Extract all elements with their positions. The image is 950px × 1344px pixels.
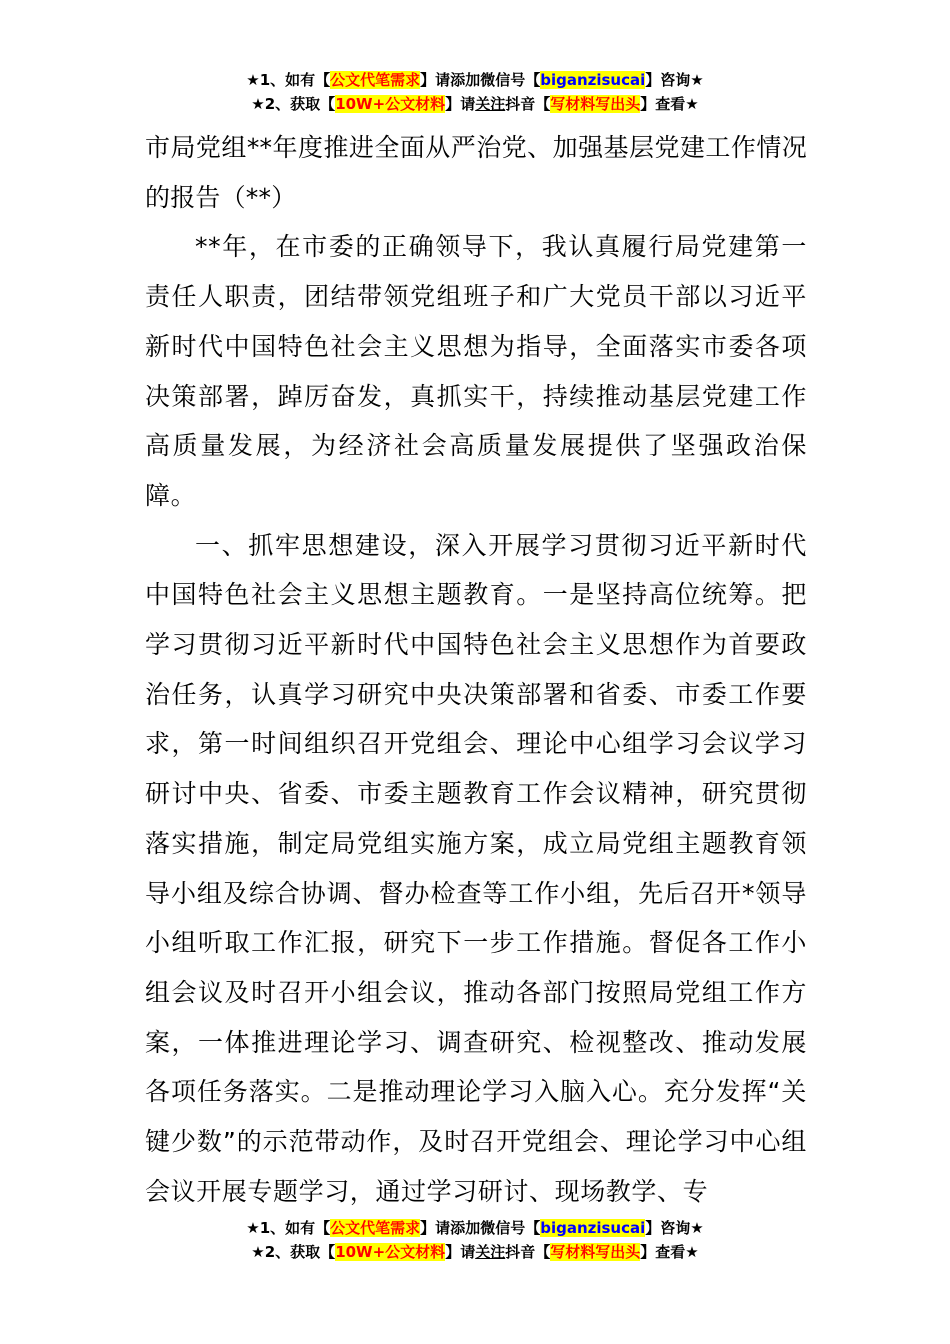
- banner-line1-suffix: 】咨询★: [645, 71, 704, 89]
- header-banner: [0, 68, 950, 116]
- footer-line1-mid1: 】请添: [420, 1219, 466, 1237]
- footer-line2-suffix: 】查看★: [640, 1243, 699, 1261]
- footer-line2-highlight-douyin: 写材料写出头: [550, 1243, 641, 1261]
- footer-line1-mid2: 微信号【: [480, 1219, 541, 1237]
- banner-line1-highlight-wechat: biganzisucai: [540, 71, 646, 89]
- banner-line2-mid2: 抖音【: [505, 95, 551, 113]
- banner-line1-emph: 加: [465, 71, 481, 89]
- paragraph-intro: **年，在市委的正确领导下，我认真履行局党建第一责任人职责，团结带领党组班子和广大党员干部以习近平新时代中国特色社会主义思想为指导，全面落实市委各项决策部署，踔厉奋发，真抓实干，持续推动基层党建工作高质量发展，为经济社会高质量发展提供了坚强政治保障。: [145, 232, 807, 510]
- banner-line2-highlight-douyin: 写材料写出头: [550, 95, 641, 113]
- footer-line2-prefix: ★2、获取【: [251, 1243, 336, 1261]
- banner-line2-prefix: ★2、获取【: [251, 95, 336, 113]
- paragraph-section-1: 一、抓牢思想建设，深入开展学习贯彻习近平新时代中国特色社会主义思想主题教育。一是坚持高位统筹。把学习贯彻习近平新时代中国特色社会主义思想作为首要政治任务，认真学习研究中央决策部署和省委、市委工作要求，第一时间组织召开党组会、理论中心组学习会议学习研讨中央、省委、市委主题教育工作会议精神，研究贯彻落实措施，制定局党组实施方案，成立局党组主题教育领导小组及综合协调、督办检查等工作小组，先后召开*领导小组听取工作汇报，研究下一步工作措施。督促各工作小组会议及时召开小组会议，推动各部门按照局党组工作方案，一体推进理论学习、调查研究、检视整改、推动发展各项任务落实。二是推动理论学习入脑入心。充分发挥“关键少数”的示范带动作，及时召开党组会、理论学习中心组会议开展专题学习，通过学习研讨、现场教学、专: [145, 530, 807, 1206]
- document-title: 市局党组**年度推进全面从严治党、加强基层党建工作情况的报告（**）: [145, 133, 807, 212]
- footer-line1-highlight-service: 公文代笔需求: [330, 1219, 421, 1237]
- banner-line-2: [0, 92, 950, 116]
- banner-line2-emph: 关注: [475, 95, 506, 113]
- footer-line2-highlight-materials: 10W+公文材料: [335, 1243, 446, 1261]
- footer-line1-highlight-wechat: biganzisucai: [540, 1219, 646, 1237]
- banner-line2-highlight-materials: 10W+公文材料: [335, 95, 446, 113]
- footer-line2-mid1: 】请: [445, 1243, 476, 1261]
- footer-banner-line-2: [0, 1240, 950, 1264]
- banner-line1-highlight-service: 公文代笔需求: [330, 71, 421, 89]
- document-body: [145, 123, 807, 1216]
- banner-line2-suffix: 】查看★: [640, 95, 699, 113]
- banner-line1-mid1: 】请添: [420, 71, 466, 89]
- banner-line2-mid1: 】请: [445, 95, 476, 113]
- banner-line-1: [0, 68, 950, 92]
- footer-banner-line-1: [0, 1216, 950, 1240]
- footer-line2-mid2: 抖音【: [505, 1243, 551, 1261]
- banner-line1-prefix: ★1、如有【: [246, 71, 331, 89]
- footer-line2-emph: 关注: [475, 1243, 506, 1261]
- footer-banner: [0, 1216, 950, 1264]
- footer-line1-emph: 加: [465, 1219, 481, 1237]
- banner-line1-mid2: 微信号【: [480, 71, 541, 89]
- footer-line1-prefix: ★1、如有【: [246, 1219, 331, 1237]
- footer-line1-suffix: 】咨询★: [645, 1219, 704, 1237]
